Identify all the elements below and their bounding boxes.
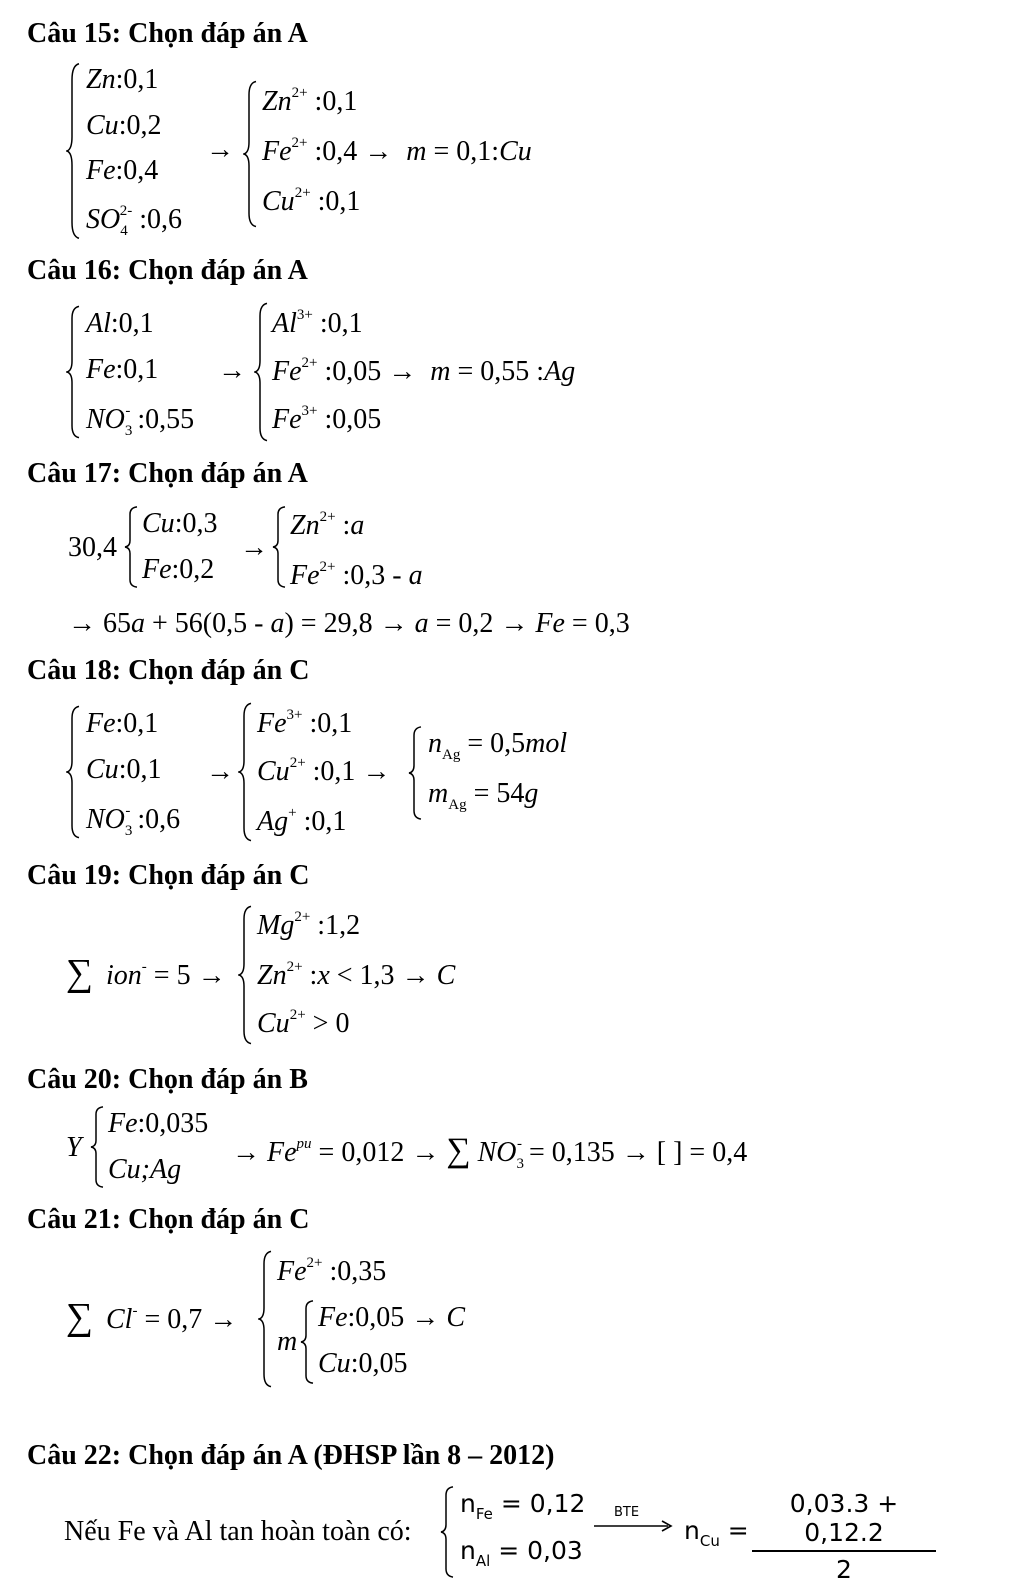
left-brace [272,506,286,588]
formula-line: $n_{Ag} = 0,5mol$ [428,728,568,763]
question-heading: Câu 18: Chọn đáp án C [27,655,310,686]
formula-line: $Al^{3+}$ :0,1 [272,307,363,339]
formula-line: $Fe^{3+}$ :0,1 [257,707,353,739]
left-brace [238,905,252,1045]
intro-text: Nếu Fe và Al tan hoàn toàn có: [64,1516,412,1547]
formula-line: Zn:0,1 [86,64,159,95]
formula-value: Y [66,1132,82,1163]
left-brace [238,702,252,842]
formula-line: $Fe^{3+}$ :0,05 [272,403,382,435]
formula-line: $Zn^{2+}$ :0,1 [262,85,358,117]
fraction-denominator: 2 [836,1554,852,1584]
formula-line: $Cu^{2+} > 0$ [257,1007,350,1039]
arrow: → [206,756,234,787]
question-heading: Câu 15: Chọn đáp án A [27,18,308,49]
formula-line: $n_{Cu}$ = [684,1516,749,1550]
formula-line: $Fe^{2+}$ :0,4 → m = 0,1:Cu [262,135,532,167]
formula-line: $SO_4^{2-}$ :0,6 [86,203,183,239]
left-brace [66,62,80,240]
left-brace [254,302,268,442]
formula-value: m [277,1326,298,1357]
left-brace [124,506,138,588]
formula-line: Cl- = 0,7 → [106,1303,238,1335]
formula-line: Fe:0,1 [86,354,159,385]
fraction-bar [752,1550,936,1552]
left-brace [243,80,257,228]
formula-line: Cu:0,3 [142,508,218,539]
sigma-symbol: ∑ [66,952,94,994]
question-heading: Câu 19: Chọn đáp án C [27,860,310,891]
formula-line: Fe:0,1 [86,708,159,739]
formula-line: Fe:0,035 [108,1108,209,1139]
left-brace [66,705,80,839]
formula-line: → 65a + 56(0,5 - a) = 29,8 → a = 0,2 → Fe = 0,3 [68,608,630,639]
formula-line: Cu:0,05 [318,1348,408,1379]
formula-line: $NO_3^-$ :0,55 [86,403,195,439]
question-heading: Câu 22: Chọn đáp án A (ĐHSP lần 8 – 2012) [27,1440,555,1471]
formula-line: ion- = 5 → [106,959,226,991]
question-heading: Câu 16: Chọn đáp án A [27,255,308,286]
arrow: → [240,532,268,563]
left-brace [66,305,80,439]
question-heading: Câu 21: Chọn đáp án C [27,1204,310,1235]
formula-line: $Cu^{2+}$ :0,1 → [257,755,391,787]
formula-line: $Zn^{2+}$ :x < 1,3 → C [257,959,456,991]
formula-line: $Cu^{2+}$ :0,1 [262,185,361,217]
arrow-label: BTE [614,1505,640,1520]
question-heading: Câu 20: Chọn đáp án B [27,1064,308,1095]
formula-line: Cu:0,2 [86,110,162,141]
formula-line: $m_{Ag} = 54g$ [428,778,539,813]
left-brace [300,1300,314,1384]
formula-line: $n_{Al} = 0,03$ [460,1536,583,1570]
formula-line: Fe:0,05 → C [318,1302,465,1333]
question-heading: Câu 17: Chọn đáp án A [27,458,308,489]
formula-line: Al:0,1 [86,308,154,339]
formula-value: 30,4 [68,532,117,563]
formula-line: $n_{Fe} = 0,12$ [460,1489,586,1523]
left-brace [258,1250,272,1388]
formula-line: $Fe^{2+}$ :0,35 [277,1255,387,1287]
formula-line: Fe:0,4 [86,155,159,186]
sigma-symbol: ∑ [66,1296,94,1338]
formula-line: $Fe^{2+}$ :0,05 → m = 0,55 :Ag [272,355,576,387]
fraction-numerator: 0,03.3 + 0,12.2 [789,1489,899,1547]
arrow: → [218,355,246,386]
formula-line: $Mg^{2+}$ :1,2 [257,909,361,941]
formula-line: $NO_3^-$ :0,6 [86,803,181,839]
formula-line: $Zn^{2+}$ :a [290,509,365,541]
formula-line: $Fe^{2+}$ :0,3 - a [290,559,423,591]
formula-line: Fe:0,2 [142,554,215,585]
left-brace [408,726,422,820]
fraction [752,1490,936,1584]
formula-line: Ag+ :0,1 [257,805,347,837]
left-brace [90,1106,104,1188]
formula-line: Cu;Ag [108,1154,182,1185]
formula-line: Cu:0,1 [86,754,162,785]
arrow: → [206,134,234,165]
formula-line: → $Fe^{pu} = 0,012$ → ∑ $NO_3^- = 0,135$ → [ ] = 0,4 [232,1132,748,1172]
left-brace [440,1486,454,1578]
arrow-icon [592,1518,680,1534]
